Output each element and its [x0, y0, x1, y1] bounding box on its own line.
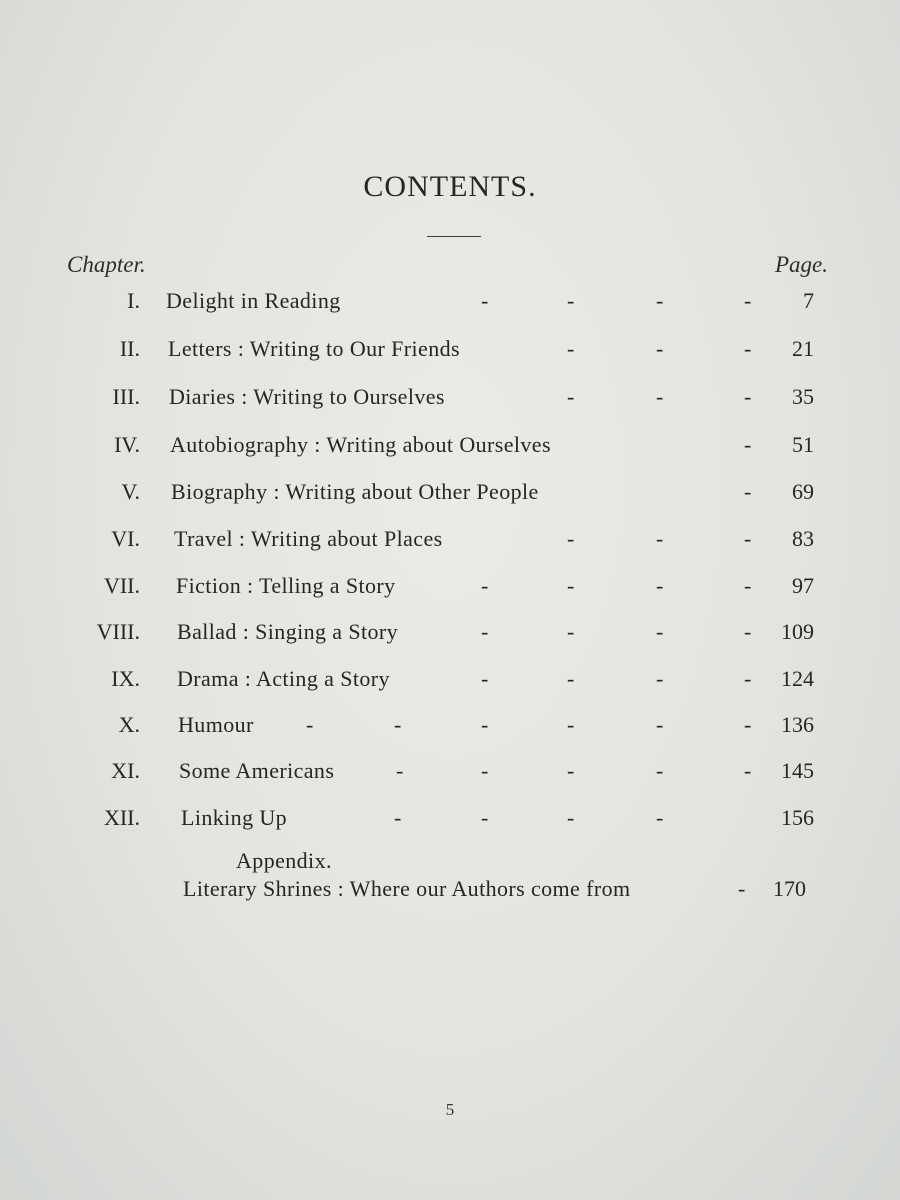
page-number: 97 [792, 573, 814, 598]
chapter-number: I. [127, 288, 140, 313]
chapter-number: XI. [111, 758, 140, 783]
chapter-number: II. [119, 336, 140, 361]
toc-row: XII. Linking Up - - - - 156 [103, 805, 814, 830]
chapter-number: III. [112, 384, 140, 409]
chapter-title: Autobiography : Writing about Ourselves [170, 432, 551, 457]
toc-row: X. Humour - - - - - - 136 [118, 712, 814, 737]
chapter-number: VIII. [96, 619, 140, 644]
title-rule [427, 236, 481, 237]
appendix-entry: Literary Shrines : Where our Authors come from - 170 [183, 876, 806, 901]
chapter-title: Drama : Acting a Story [177, 666, 390, 691]
chapter-title: Letters : Writing to Our Friends [168, 336, 460, 361]
page-number: 145 [781, 758, 814, 783]
page-folio: 5 [445, 1100, 455, 1119]
toc-row: IV. Autobiography : Writing about Ourselves - 51 [114, 432, 814, 457]
page-number: 21 [792, 336, 814, 361]
chapter-number: X. [118, 712, 140, 737]
page-number: 124 [781, 666, 814, 691]
chapter-title: Humour [178, 712, 254, 737]
chapter-title: Diaries : Writing to Ourselves [169, 384, 445, 409]
page-number: 83 [792, 526, 814, 551]
page-number: 35 [792, 384, 814, 409]
chapter-number: IV. [114, 432, 140, 457]
toc-row: III. Diaries : Writing to Ourselves - - - 35 [112, 384, 814, 409]
chapter-title: Some Americans [179, 758, 335, 783]
chapter-number: VI. [111, 526, 140, 551]
toc-row: IX. Drama : Acting a Story - - - - 124 [111, 666, 814, 691]
page-number: 156 [781, 805, 814, 830]
toc-row: I. Delight in Reading - - - - 7 [127, 288, 814, 313]
toc-row: VII. Fiction : Telling a Story - - - - 97 [103, 573, 814, 598]
page-number: 109 [781, 619, 814, 644]
chapter-title: Biography : Writing about Other People [171, 479, 539, 504]
chapter-title: Travel : Writing about Places [174, 526, 443, 551]
chapter-number: VII. [103, 573, 140, 598]
appendix-title: Literary Shrines : Where our Authors come from [183, 876, 631, 901]
page-number: 7 [803, 288, 814, 313]
toc-row: II. Letters : Writing to Our Friends - - - 21 [119, 336, 814, 361]
chapter-column-header: Chapter. [67, 252, 146, 277]
chapter-number: XII. [103, 805, 140, 830]
page-number: 136 [781, 712, 814, 737]
chapter-number: IX. [111, 666, 140, 691]
toc-row: VI. Travel : Writing about Places - - - 83 [111, 526, 814, 551]
chapter-number: V. [121, 479, 140, 504]
contents-title: CONTENTS. [363, 170, 537, 203]
chapter-title: Delight in Reading [166, 288, 341, 313]
chapter-title: Fiction : Telling a Story [176, 573, 396, 598]
chapter-title: Ballad : Singing a Story [177, 619, 399, 644]
page-number: 69 [792, 479, 814, 504]
appendix-heading: Appendix. [236, 848, 332, 873]
toc-row: V. Biography : Writing about Other People - 69 [121, 479, 814, 504]
toc-row: VIII. Ballad : Singing a Story - - - - 109 [96, 619, 814, 644]
page-column-header: Page. [775, 252, 829, 277]
appendix-page-number: 170 [773, 876, 806, 901]
toc-row: XI. Some Americans - - - - - 145 [111, 758, 814, 783]
page-number: 51 [792, 432, 814, 457]
chapter-title: Linking Up [181, 805, 288, 830]
